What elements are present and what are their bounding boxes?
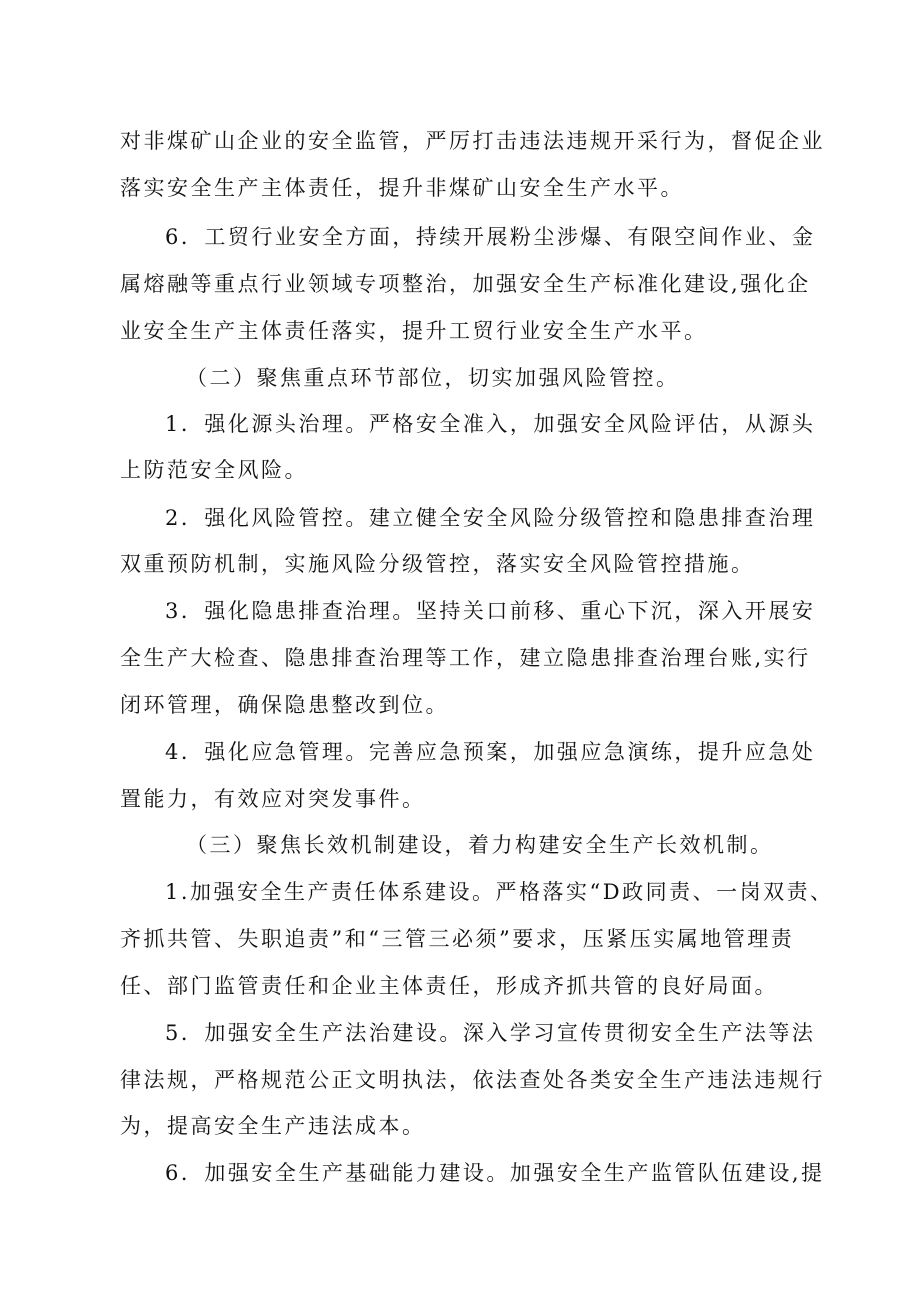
- paragraph-start-line: 3．强化隐患排查治理。坚持关口前移、重心下沉，深入开展安: [165, 599, 816, 623]
- text-line: 上防范安全风险。: [120, 458, 308, 482]
- text-line: 业安全生产主体责任落实，提升工贸行业安全生产水平。: [120, 319, 708, 343]
- text-line: 任、部门监管责任和企业主体责任，形成齐抓共管的良好局面。: [120, 974, 778, 998]
- paragraph-start-line: 1.加强安全生产责任体系建设。严格落实“D政同责、一岗双责、: [165, 880, 834, 904]
- paragraph-start-line: 1．强化源头治理。严格安全准入，加强安全风险评估，从源头: [165, 412, 816, 436]
- paragraph-start-line: 6．工贸行业安全方面，持续开展粉尘涉爆、有限空间作业、金: [165, 225, 816, 249]
- paragraph-start-line: 6．加强安全生产基础能力建设。加强安全生产监管队伍建设,提: [165, 1161, 825, 1185]
- text-line: 属熔融等重点行业领域专项整治，加强安全生产标准化建设,强化企: [120, 272, 811, 296]
- paragraph-start-line: 5．加强安全生产法治建设。深入学习宣传贯彻安全生产法等法: [165, 1021, 816, 1045]
- section-heading: （三）聚焦长效机制建设，着力构建安全生产长效机制。: [186, 833, 774, 857]
- paragraph-start-line: 4．强化应急管理。完善应急预案，加强应急演练，提升应急处: [165, 740, 816, 764]
- text-line: 双重预防机制，实施风险分级管控，落实安全风险管控措施。: [120, 552, 755, 576]
- section-heading: （二）聚焦重点环节部位，切实加强风险管控。: [186, 366, 680, 390]
- text-line: 落实安全生产主体责任，提升非煤矿山安全生产水平。: [120, 176, 684, 200]
- text-line: 闭环管理，确保隐患整改到位。: [120, 693, 449, 717]
- text-line: 置能力，有效应对突发事件。: [120, 787, 426, 811]
- text-line: 律法规，严格规范公正文明执法，依法查处各类安全生产违法违规行: [120, 1068, 825, 1092]
- paragraph-start-line: 2．强化风险管控。建立健全安全风险分级管控和隐患排查治理: [165, 506, 816, 530]
- text-line: 为，提高安全生产违法成本。: [120, 1114, 426, 1138]
- text-line: 对非煤矿山企业的安全监管，严厉打击违法违规开采行为，督促企业: [120, 129, 825, 153]
- text-line: 全生产大检查、隐患排查治理等工作，建立隐患排查治理台账,实行: [120, 646, 811, 670]
- text-line: 齐抓共管、失职追责”和“三管三必须”要求，压紧压实属地管理责: [120, 927, 795, 951]
